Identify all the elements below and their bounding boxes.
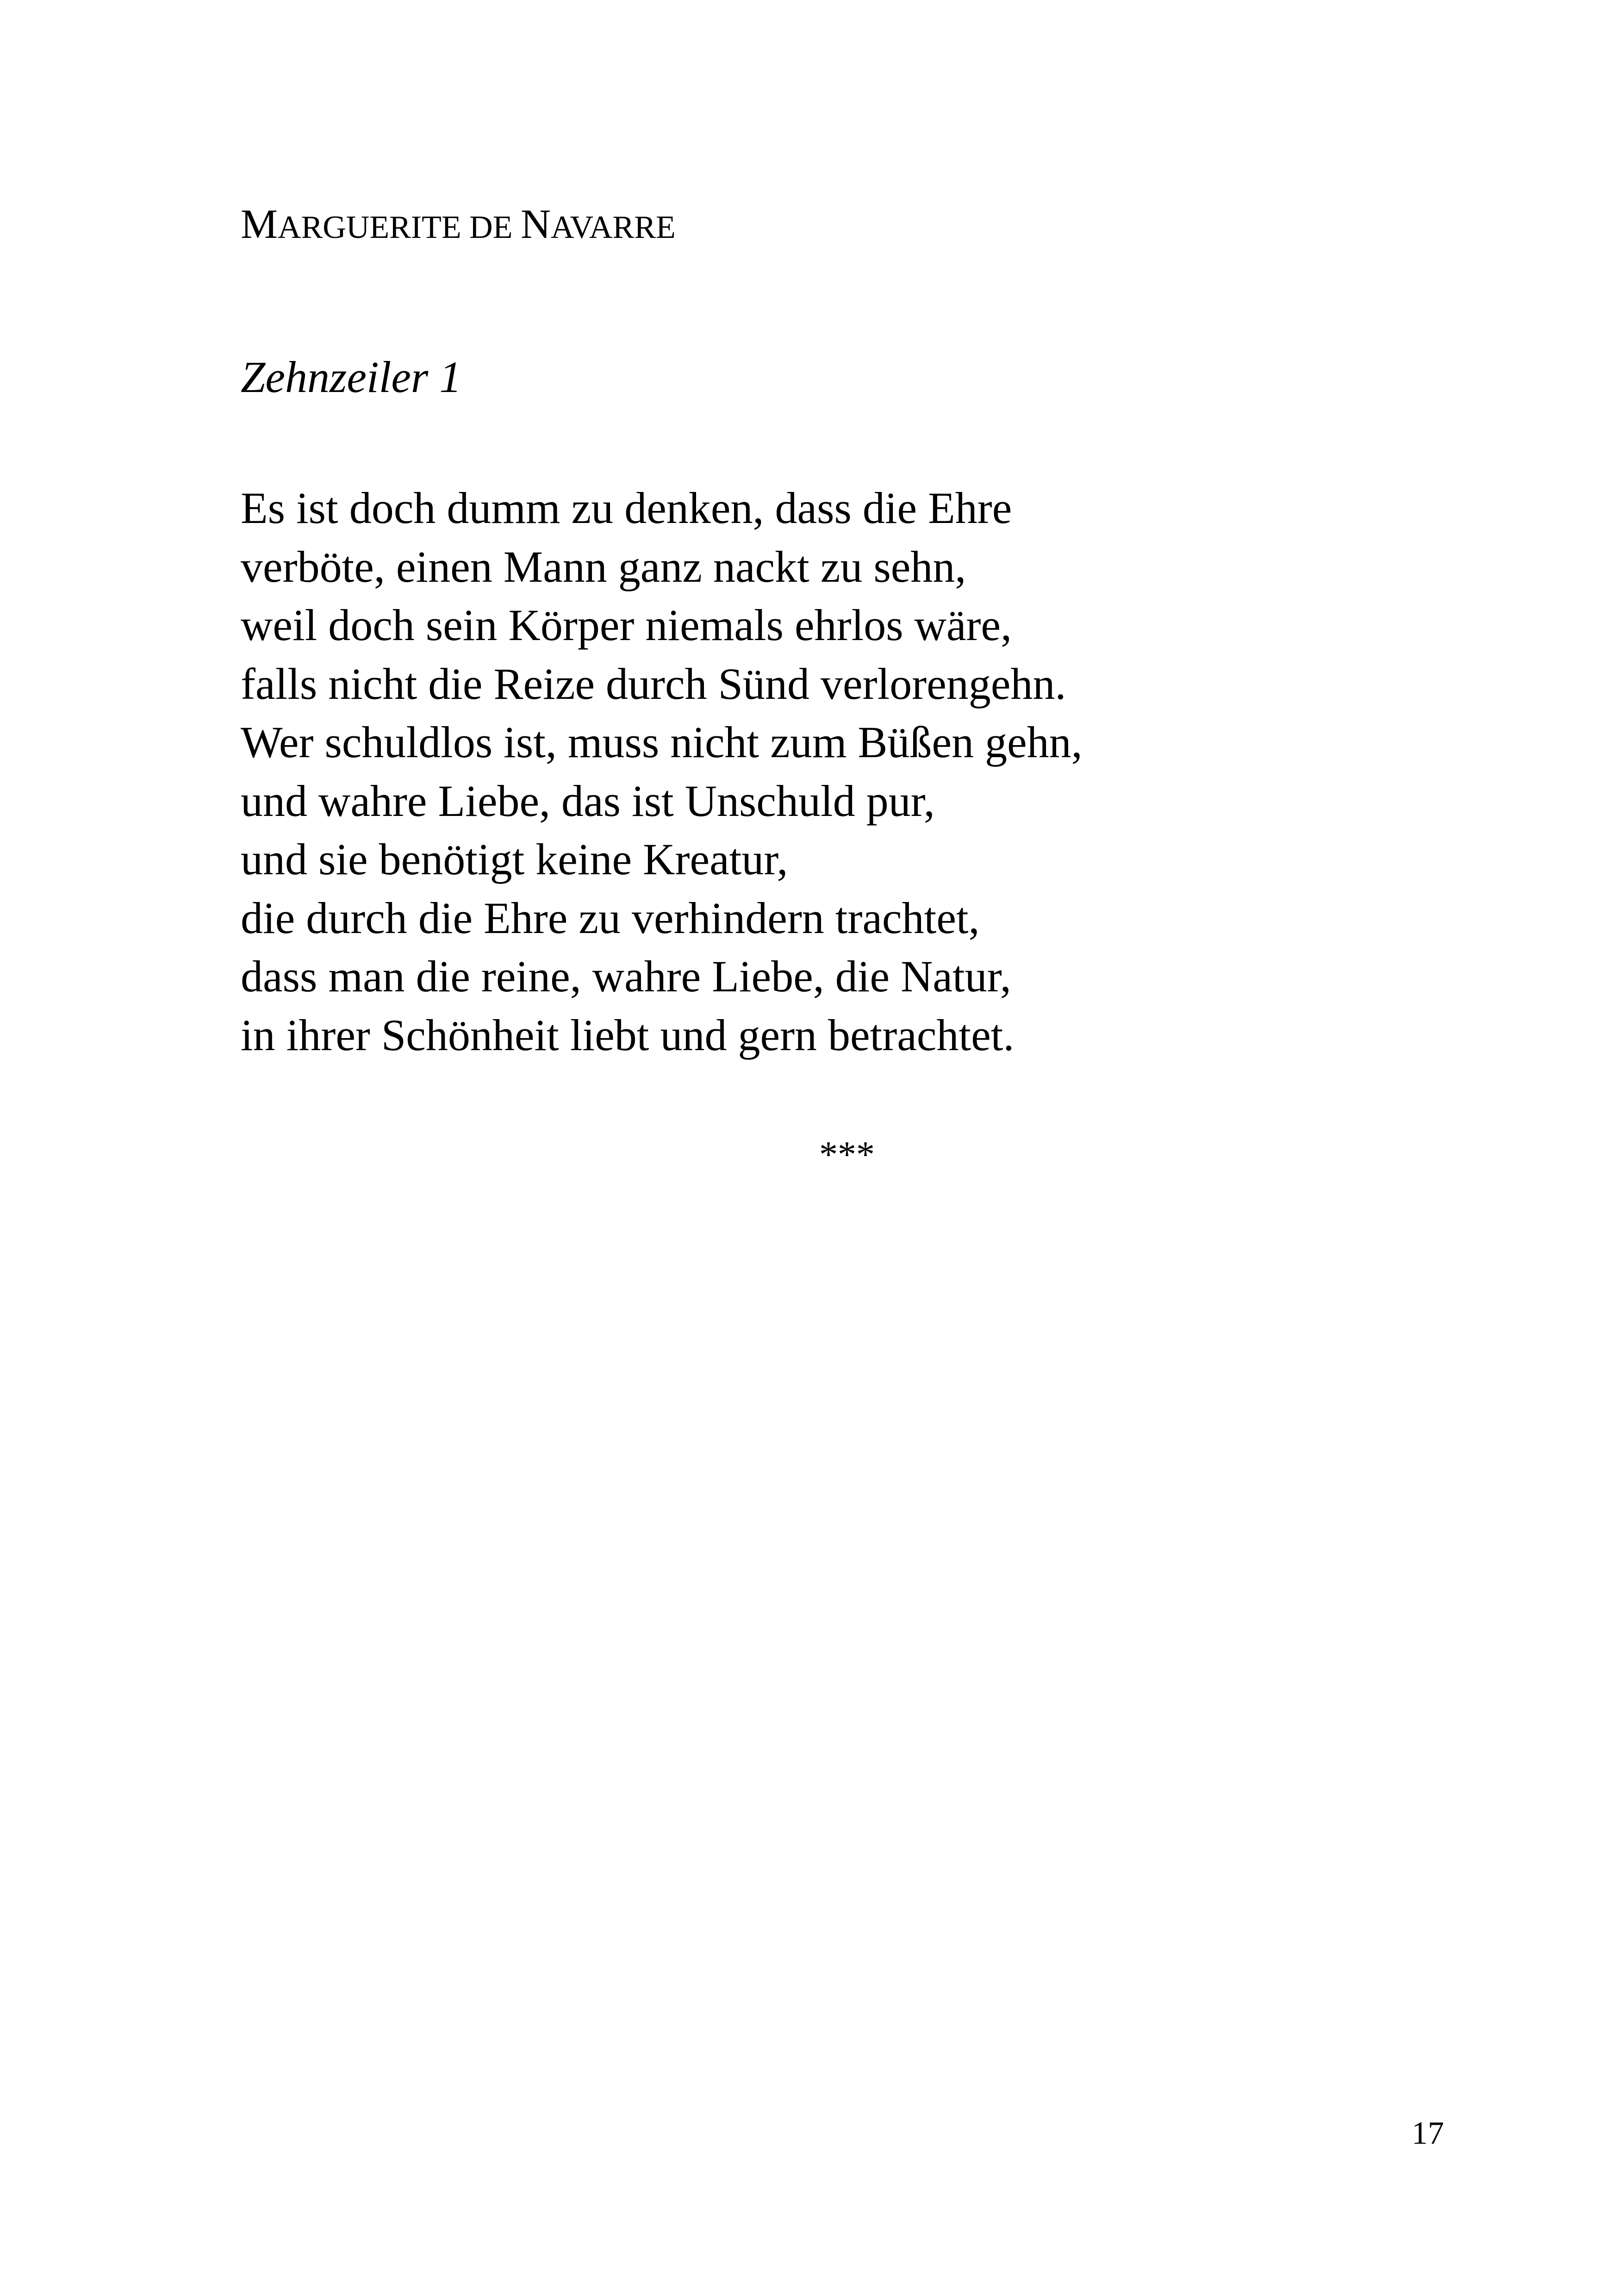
author-name-first-part: ARGUERITE DE [278,210,521,245]
poem-line: Wer schuldlos ist, muss nicht zum Büßen gehn, [241,717,1083,767]
author-initial-first: M [241,201,278,247]
page-number: 17 [1412,2116,1444,2151]
poem-line: Es ist doch dumm zu denken, dass die Ehre [241,483,1012,533]
poem-line: und sie benötigt keine Kreatur, [241,834,788,884]
poem-line: verböte, einen Mann ganz nackt zu sehn, [241,541,966,591]
author-name-second-part: AVARRE [550,210,676,245]
poem-line: in ihrer Schönheit liebt und gern betrachtet. [241,1010,1014,1060]
section-separator: *** [819,1134,875,1175]
poem-text [241,479,1083,1064]
author-name [241,199,676,253]
poem-line: dass man die reine, wahre Liebe, die Natur, [241,952,1011,1001]
poem-line: die durch die Ehre zu verhindern trachtet, [241,893,980,943]
author-initial-second: N [520,201,551,247]
poem-line: weil doch sein Körper niemals ehrlos wäre, [241,600,1012,650]
poem-line: falls nicht die Reize durch Sünd verlorengehn. [241,659,1066,709]
poem-line: und wahre Liebe, das ist Unschuld pur, [241,776,935,826]
poem-title: Zehnzeiler 1 [241,352,462,402]
